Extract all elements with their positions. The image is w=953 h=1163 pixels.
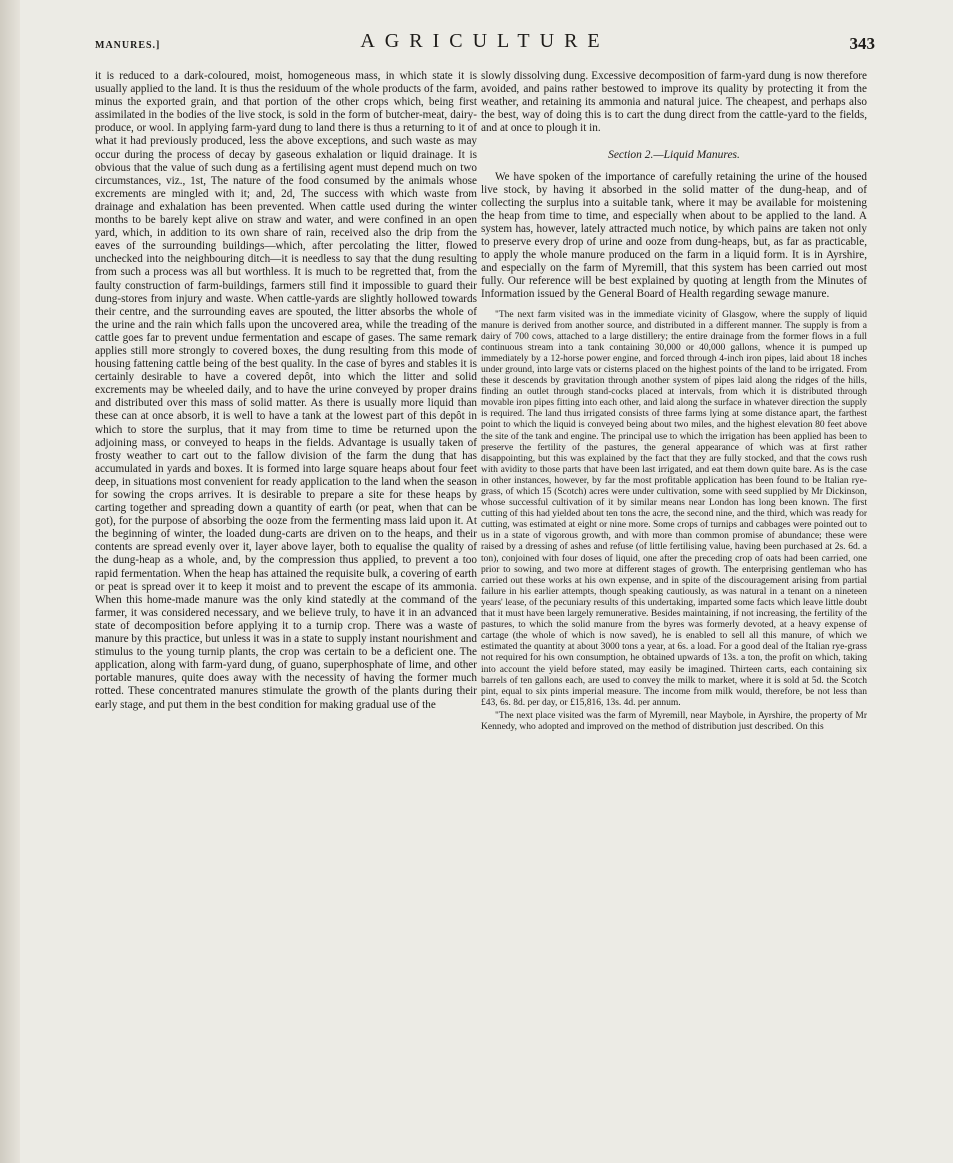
- right-column: [481, 70, 867, 733]
- left-column: [95, 70, 477, 712]
- right-column-body: We have spoken of the importance of carefully retaining the urine of the housed live stock, by having it absorbed in the solid matter of the dung-heap, and of collecting the surplus into a suitable tank, where it may be available for moistening the heap from time to time, and especially when about to be applied to the land. A system has, however, lately attracted much notice, by which pains are taken not only to preserve every drop of urine and ooze from dung-heaps, but, as far as practicable, to apply the whole manure produced on the farm in a liquid form. It is in Ayrshire, and especially on the farm of Myremill, that this system has been carried out most fully. Our reference will be best explained by quoting at length from the Minutes of Information issued by the General Board of Health regarding sewage manure.: [481, 170, 867, 301]
- right-column-opening: slowly dissolving dung. Excessive decomposition of farm-yard dung is now therefore avoided, and pains rather bestowed to improve its quality by protecting it from the weather, and retaining its ammonia and natural juice. The cheapest, and perhaps also the best, way of doing this is to cart the dung direct from the cattle-yard to the fields, and at once to plough it in.: [481, 70, 867, 135]
- section-heading: Section 2.—Liquid Manures.: [608, 149, 740, 162]
- section-label: MANURES.]: [95, 40, 161, 51]
- book-page: [20, 0, 953, 1163]
- running-head: [95, 30, 875, 58]
- quoted-passage-2: "The next place visited was the farm of Myremill, near Maybole, in Ayrshire, the property of Mr Kennedy, who adopted and improved on the method of distribution just described. On this: [481, 710, 867, 732]
- quoted-passage-1: "The next farm visited was in the immediate vicinity of Glasgow, where the supply of liquid manure is derived from another source, and distributed in a different manner. The supply is from a dairy of 700 cows, attached to a large distillery; the entire drainage from the former flows in a full continuous stream into a tank containing 30,000 or 40,000 gallons, whence it is pumped up immediately by a 12-horse power engine, and forced through 4-inch iron pipes, laid about 18 inches under ground, into large vats or cisterns placed on the highest points of the land to be irrigated. From these it descends by gravitation through another system of pipes laid along the ridges of the hills, finding an outlet through stand-cocks placed at intervals, from which it is distributed through movable iron pipes fitting into each other, and laid along the surface in whatever direction the supply is required. The land thus irrigated consists of three farms lying at some distance apart, the farthest point to which the liquid is conveyed being about two miles, and the highest elevation 80 feet above the site of the tank and engine. The principal use to which the irrigation has been applied has been to preserve the fertility of the pastures, the general appearance of which was at first rather disappointing, but this was explained by the fact that they are fully stocked, and that the cows rush with avidity to those parts that have been last irrigated, and eat them down quite bare. As is the case in other instances, however, by far the most profitable application has been found to be Italian rye-grass, of which 15 (Scotch) acres were under cultivation, some with seed supplied by Mr Dickinson, whose successful cultivation of it by similar means near London has long been known. The first cutting of this had yielded about ten tons the acre, the second nine, and the third, which was ready for cutting, was estimated at eight or nine more. Some crops of turnips and cabbages were pointed out to us in a state of vigorous growth, and with more than common promise of abundance; these were raised by a dressing of ashes and refuse (of little fertilising value, having been purchased at 2s. 6d. a ton), conjoined with four doses of liquid, one after the preceding crop of oats had been carried, one prior to sowing, and two more at different stages of growth. The enterprising gentleman who has carried out these works at his own expense, and in spite of the discouragement arising from partial failure in his earlier attempts, though speaking cautiously, as was natural in a tenant on a nineteen years' lease, of the pecuniary results of this undertaking, imparted some facts which leave little doubt that it must have been largely remunerative. Besides maintaining, if not increasing, the fertility of the pastures, to which the solid manure from the byres was formerly devoted, at a heavy expense of cartage (the whole of which is now saved), he is enabled to sell all this manure, of which we estimated the quantity at about 3000 tons a year, at 6s. a load. For a good deal of the Italian rye-grass not required for his own consumption, he obtained upwards of 13s. a ton, the profit on which, taking into account the yield before stated, may easily be imagined. Thirteen carts, each containing six barrels of ten gallons each, are used to convey the milk to market, where it is sold at 5d. the Scotch pint, equal to six pints imperial measure. The income from milk would, therefore, be not less than £43, 6s. 8d. per day, or £15,816, 13s. 4d. per annum.: [481, 309, 867, 708]
- page-title: AGRICULTURE: [360, 30, 610, 52]
- page-gutter-shadow: [0, 0, 20, 1163]
- page-number: 343: [849, 34, 875, 53]
- left-column-paragraph: it is reduced to a dark-coloured, moist, homogeneous mass, in which state it is usually applied to the land. It is thus the residuum of the whole products of the farm, minus the exported grain, and that portion of the other crops which, being first assimilated in the bodies of the live stock, is sold in the form of butcher-meat, dairy-produce, or wool. In applying farm-yard dung to land there is thus a returning to it of what it had previously produced, less the above exceptions, and such waste as may occur during the process of decay by gaseous exhalation or liquid drainage. It is obvious that the value of such dung as a fertilising agent must depend much on two circumstances, viz., 1st, The nature of the food consumed by the animals whose excrements are mingled with it; and, 2d, The success with which waste from drainage and exhalation has been prevented. When cattle used during the winter months to be barely kept alive on straw and water, and were confined in an open yard, which, in addition to its own share of rain, received also the drip from the eaves of the surrounding buildings—which, after percolating the litter, flowed unchecked into the neighbouring ditch—it is needless to say that the dung resulting from such a process was all but worthless. It is much to be regretted that, from the faulty construction of farm-buildings, farmers still find it impossible to guard their dung-stores from injury and waste. When cattle-yards are slightly hollowed towards their centre, and the surrounding eaves are spouted, the litter absorbs the whole of the urine and the rain which falls upon the uncovered area, while the treading of the cattle goes far to prevent undue fermentation and escape of gases. The same remark applies still more strongly to covered boxes, the dung resulting from this mode of housing fattening cattle being of the best quality. In the case of byres and stables it is certainly desirable to have a covered depôt, into which the litter and solid excrements may be wheeled daily, and to have the urine conveyed by proper drains and distributed over this mass of solid matter. As there is usually more liquid than these can at once absorb, it is well to have a tank at the lowest part of this depôt in which to store the surplus, that it may from time to time be returned upon the adjoining mass, or conveyed to heaps in the fields. Advantage is usually taken of frosty weather to cart out to the fallow division of the farm the dung that has accumulated in yards and boxes. It is formed into large square heaps about four feet deep, in situations most convenient for ready application to the land when the season for sowing the crops arrives. It is desirable to prepare a site for these heaps by carting together and spreading down a quantity of earth (or peat, when that can be got), for the purpose of absorbing the ooze from the fermenting mass laid upon it. At the beginning of winter, the loaded dung-carts are driven on to the heaps, and their contents are spread evenly over it, layer above layer, both to equalise the quality of the dung-heap as a whole, and, by the compression thus applied, to prevent a too rapid fermentation. When the heap has attained the requisite bulk, a covering of earth or peat is spread over it to keep it moist and to prevent the escape of its ammonia. When this home-made manure was the only kind statedly at the command of the farmer, it was considered necessary, and we believe truly, to have it in an advanced state of decomposition before applying it to a turnip crop. There was a waste of manure by this practice, but unless it was in a state to supply instant nourishment and stimulus to the young turnip plants, the crop was certain to be a deficient one. The application, along with farm-yard dung, of guano, superphosphate of lime, and other portable manures, quite does away with the necessity of having the former much rotted. These concentrated manures stimulate the growth of the plants during their early stage, and put them in the best condition for making gradual use of the: [95, 70, 477, 711]
